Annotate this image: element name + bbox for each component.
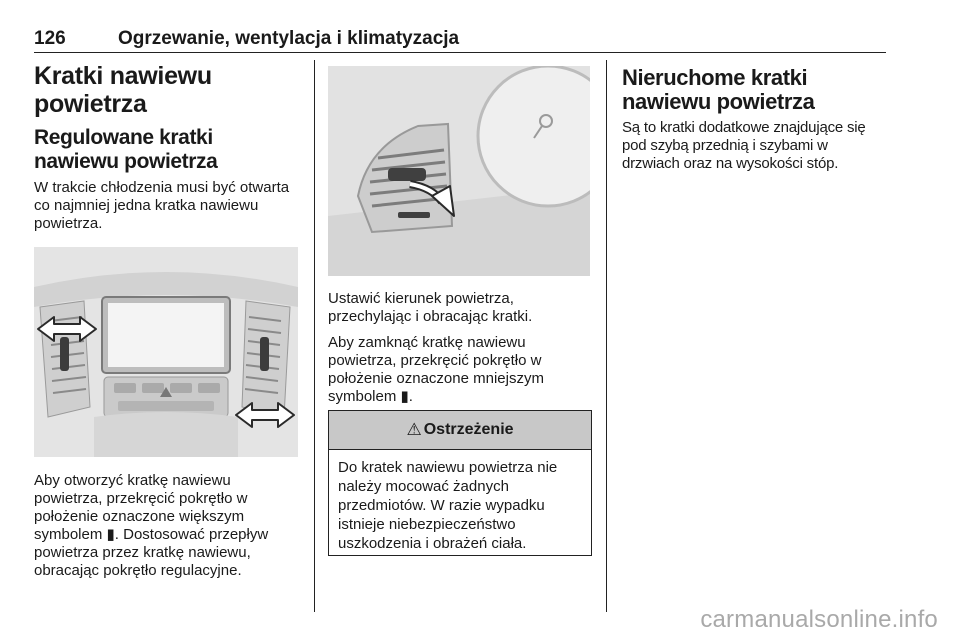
page-header (34, 26, 886, 53)
dashboard-vents-drawing (34, 247, 298, 457)
close-vent-paragraph: Aby zamknąć kratkę nawiewu powietrza, przekręcić pokrętło w położenie oznaczone mniejszym symbolem ▮. (328, 334, 544, 405)
side-vent-closeup-drawing (328, 66, 590, 276)
side-vent-closeup-illustration (328, 66, 590, 276)
warning-title: Ostrzeżenie (423, 421, 514, 438)
dashboard-vents-illustration (34, 247, 298, 457)
subsection-heading: Regulowane kratki nawiewu powietrza (34, 126, 218, 173)
section-heading: Kratki nawiewu powietrza (34, 62, 212, 118)
chapter-title: Ogrzewanie, wentylacja i klimatyzacja (118, 28, 460, 49)
warning-triangle-icon: ⚠ (406, 420, 422, 439)
column-right (622, 66, 888, 173)
fixed-vents-heading: Nieruchome kratki nawiewu powietrza (622, 65, 815, 114)
warning-header (329, 411, 591, 450)
fixed-vents-paragraph: Są to kratki dodatkowe znajdujące się pod szybą przednią i szybami w drzwiach oraz na wysokości stóp. (622, 119, 866, 172)
direction-paragraph: Ustawić kierunek powietrza, przechylając i obracając kratki. (328, 290, 533, 325)
page-number: 126 (34, 28, 66, 49)
column-middle (328, 290, 592, 406)
column-divider-right (606, 60, 607, 612)
column-divider-left (314, 60, 315, 612)
column-left (34, 62, 300, 233)
watermark: carmanualsonline.info (700, 606, 938, 633)
vent-open-caption: Aby otworzyć kratkę nawiewu powietrza, przekręcić pokrętło w położenie oznaczone większym symbolem ▮. Dostosować przepływ powietrza przez kratkę nawiewu, obracając pokrętło regulacyjne. (34, 472, 269, 579)
warning-box (328, 410, 592, 556)
warning-text: Do kratek nawiewu powietrza nie należy mocować żadnych przedmiotów. W razie wypadku istnieje niebezpieczeństwo uszkodzenia i obrażeń ciała. (338, 459, 558, 552)
intro-paragraph: W trakcie chłodzenia musi być otwarta co najmniej jedna kratka nawiewu powietrza. (34, 179, 290, 232)
